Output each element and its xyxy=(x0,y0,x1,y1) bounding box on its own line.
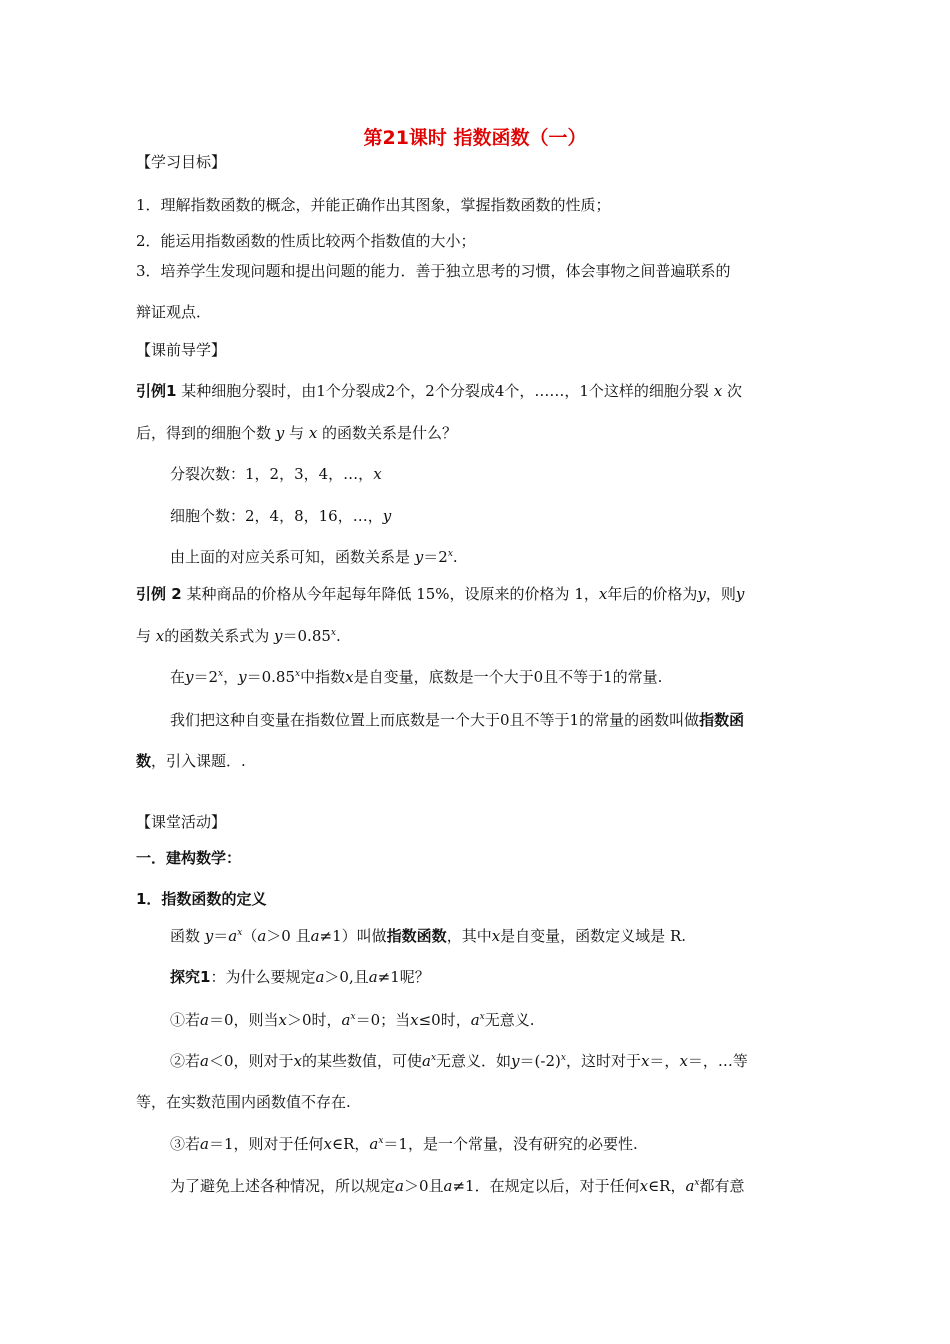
intro-line3: 数，引入课题．. xyxy=(136,752,246,770)
section-heading-goals: 【学习目标】 xyxy=(136,153,227,171)
closing-line: 为了避免上述各种情况，所以规定a＞0且a≠1．在规定以后，对于任何x∈R，$a^x$都有意 xyxy=(170,1177,745,1195)
case-a-one: ③若a＝1，则对于任何x∈R，$a^x=1$，是一个常量，没有研究的必要性. xyxy=(170,1135,638,1153)
split-count-row: 分裂次数：1，2，3，4，…，x xyxy=(170,465,382,483)
intro-line1: 在$y=2^x$，$y=0.85^x$中指数x是自变量，底数是一个大于0且不等于1的常量. xyxy=(170,668,663,686)
definition-heading: 1．指数函数的定义 xyxy=(136,890,267,908)
case-a-zero: ①若a＝0，则当x＞0时，$a^x=0$；当x≤0时，$a^x$无意义. xyxy=(170,1011,535,1029)
example2-line2: 与 x的函数关系式为 $y=0.85^x$. xyxy=(136,627,341,645)
construct-heading: 一．建构数学： xyxy=(136,849,242,867)
goal-item: 3．培养学生发现问题和提出问题的能力．善于独立思考的习惯，体会事物之间普遍联系的 xyxy=(136,262,731,280)
section-heading-preview: 【课前导学】 xyxy=(136,341,227,359)
relation-line: 由上面的对应关系可知，函数关系是 $y=2^x$. xyxy=(170,548,458,566)
example1-label: 引例1 xyxy=(136,382,177,400)
example1-line2: 后，得到的细胞个数 y 与 x 的函数关系是什么？ xyxy=(136,424,458,442)
cell-count-row: 细胞个数：2，4，8，16，…，y xyxy=(170,507,392,525)
example2-line1: 引例 2 某种商品的价格从今年起每年降低 15%，设原来的价格为 1，x年后的价格为y，则y xyxy=(136,585,745,603)
section-heading-classroom: 【课堂活动】 xyxy=(136,813,227,831)
case-a-negative-line2: 等，在实数范围内函数值不存在. xyxy=(136,1093,351,1111)
page-title: 第21课时 指数函数（一） xyxy=(363,127,587,149)
intro-line2: 我们把这种自变量在指数位置上而底数是一个大于0且不等于1的常量的函数叫做指数函 xyxy=(170,711,745,729)
example1-line1: 引例1 某种细胞分裂时，由1个分裂成2个，2个分裂成4个，……，1个这样的细胞分裂 x 次 xyxy=(136,382,742,400)
goal-item: 辩证观点． xyxy=(136,303,212,321)
explore-question: 探究1：为什么要规定a＞0,且a≠1呢？ xyxy=(170,968,430,986)
definition-line: 函数 $y=a^x(a>0$ 且a≠1）叫做指数函数，其中x是自变量，函数定义域是 R. xyxy=(170,927,687,945)
goal-item: 2．能运用指数函数的性质比较两个指数值的大小； xyxy=(136,232,476,250)
goal-item: 1．理解指数函数的概念，并能正确作出其图象，掌握指数函数的性质； xyxy=(136,196,611,214)
example2-label: 引例 2 xyxy=(136,585,182,603)
case-a-negative: ②若a＜0，则对于x的某些数值，可使$a^x$无意义．如$y=(-2)^x$，这时对于x＝，x＝，…等 xyxy=(170,1052,748,1070)
